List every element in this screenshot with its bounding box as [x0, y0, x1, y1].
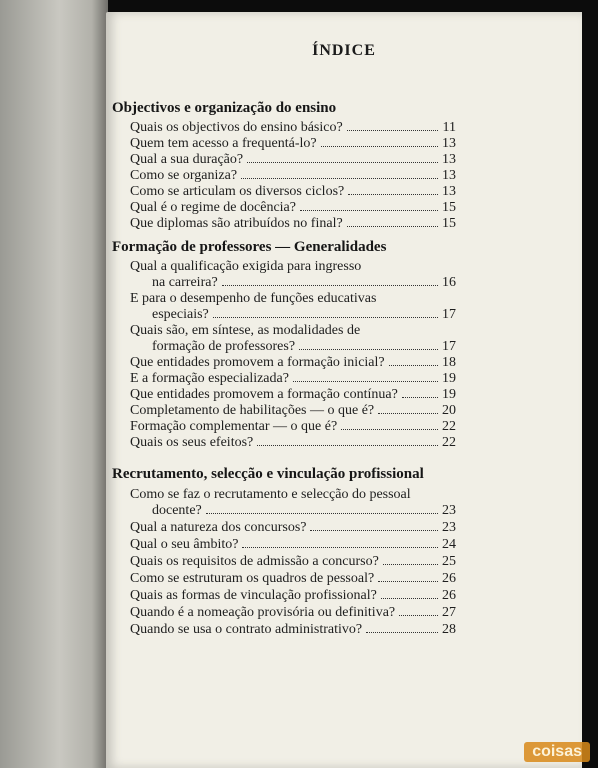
toc-entry: E a formação especializada? 19: [130, 371, 456, 386]
toc-entry: Quais as formas de vinculação profissional? 26: [130, 588, 456, 603]
toc-entry: docente? 23: [152, 503, 456, 518]
toc-entry-line1: Qual a qualificação exigida para ingresso: [130, 259, 362, 274]
toc-entry: na carreira? 16: [152, 275, 456, 290]
toc-entry: Quando é a nomeação provisória ou definitiva? 27: [130, 605, 456, 620]
toc-entry-line1: Como se faz o recrutamento e selecção do pessoal: [130, 487, 411, 502]
toc-entry: Completamento de habilitações — o que é? 20: [130, 403, 456, 418]
toc-entry: Qual o seu âmbito? 24: [130, 537, 456, 552]
toc-entry: Formação complementar — o que é? 22: [130, 419, 456, 434]
toc-entry: Que diplomas são atribuídos no final? 15: [130, 216, 456, 231]
toc-entry: Quais os objectivos do ensino básico? 11: [130, 120, 456, 135]
toc-entry: Qual a natureza dos concursos? 23: [130, 520, 456, 535]
page-title: ÍNDICE: [312, 42, 376, 59]
toc-entry: Quais os seus efeitos? 22: [130, 435, 456, 450]
toc-entry: Como se estruturam os quadros de pessoal? 26: [130, 571, 456, 586]
toc-entry: Quando se usa o contrato administrativo? 28: [130, 622, 456, 637]
watermark-logo: coisas: [524, 742, 590, 762]
toc-entry: Quem tem acesso a frequentá-lo? 13: [130, 136, 456, 151]
toc-entry: Que entidades promovem a formação inicial? 18: [130, 355, 456, 370]
toc-entry: Que entidades promovem a formação contínua? 19: [130, 387, 456, 402]
toc-entry: especiais? 17: [152, 307, 456, 322]
toc-entry-line1: Quais são, em síntese, as modalidades de: [130, 323, 361, 338]
toc-entry: Quais os requisitos de admissão a concurso? 25: [130, 554, 456, 569]
toc-entry: formação de professores? 17: [152, 339, 456, 354]
section-heading: Recrutamento, selecção e vinculação profissional: [112, 466, 424, 482]
left-page-edge: [0, 0, 108, 768]
toc-entry: Qual é o regime de docência? 15: [130, 200, 456, 215]
toc-entry: Como se articulam os diversos ciclos? 13: [130, 184, 456, 199]
toc-entry: Como se organiza? 13: [130, 168, 456, 183]
toc-entry-line1: E para o desempenho de funções educativas: [130, 291, 377, 306]
book-page: [106, 12, 582, 768]
toc-entry: Qual a sua duração? 13: [130, 152, 456, 167]
section-heading: Formação de professores — Generalidades: [112, 239, 387, 255]
section-heading: Objectivos e organização do ensino: [112, 100, 337, 116]
